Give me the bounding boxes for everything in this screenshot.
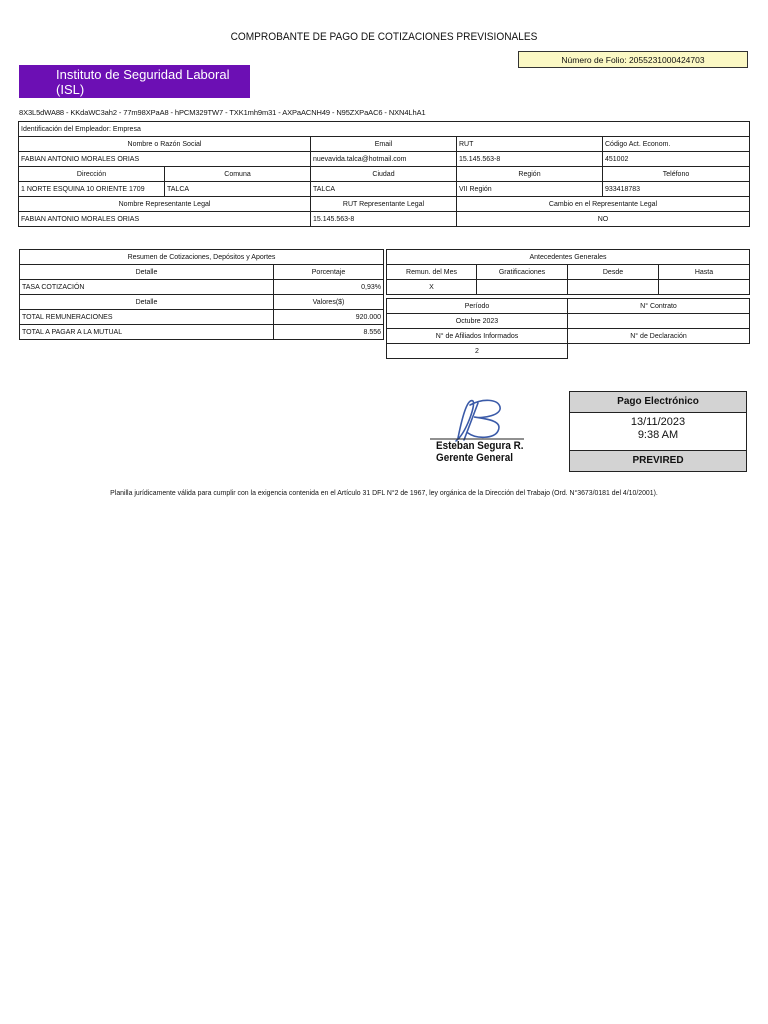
header-region: Región bbox=[457, 167, 603, 182]
value-email: nuevavida.talca@hotmail.com bbox=[311, 152, 457, 167]
remuneration-value: 920.000 bbox=[274, 310, 384, 325]
hasta-cell bbox=[659, 280, 750, 295]
legal-footer-note: Planilla jurídicamente válida para cumplir con la exigencia contenida en el Artículo 31 DFL N°2 de 1967, ley orgánica de la Dirección del Trabajo (Ord. N°3673/0181 del 4/10/2001). bbox=[110, 488, 658, 497]
rate-value: 0,93% bbox=[274, 280, 384, 295]
contract-value bbox=[568, 314, 750, 329]
desde-cell bbox=[568, 280, 659, 295]
value-phone: 933418783 bbox=[603, 182, 750, 197]
value-rep-name: FABIAN ANTONIO MORALES ORIAS bbox=[19, 212, 311, 227]
remuneration-label: TOTAL REMUNERACIONES bbox=[20, 310, 274, 325]
document-title: COMPROBANTE DE PAGO DE COTIZACIONES PREVISIONALES bbox=[230, 31, 538, 43]
summary-detail-header: Detalle bbox=[20, 265, 274, 280]
header-rut: RUT bbox=[457, 137, 603, 152]
value-code: 451002 bbox=[603, 152, 750, 167]
value-rep-rut: 15.145.563-8 bbox=[311, 212, 457, 227]
employer-table bbox=[18, 121, 750, 227]
employer-section-label: Identificación del Empleador: Empresa bbox=[19, 122, 750, 137]
value-comuna: TALCA bbox=[165, 182, 311, 197]
header-address: Dirección bbox=[19, 167, 165, 182]
antecedentes-title: Antecedentes Generales bbox=[387, 250, 750, 265]
verification-codes: 8X3L5dWA88 - KKdaWC3ah2 - 77m98XPaA8 - hPCM329TW7 - TXK1mh9m31 - AXPaACNH49 - N95ZXPaAC6 - NXN4LhA1 bbox=[19, 108, 426, 117]
header-email: Email bbox=[311, 137, 457, 152]
payment-date: 13/11/2023 bbox=[630, 416, 686, 428]
period-label: Período bbox=[387, 299, 568, 314]
payment-provider: PREVIRED bbox=[570, 450, 746, 471]
summary-detail-header-2: Detalle bbox=[20, 295, 274, 310]
summary-table bbox=[19, 249, 384, 340]
header-city: Ciudad bbox=[311, 167, 457, 182]
payment-title: Pago Electrónico bbox=[570, 392, 746, 413]
header-rep-rut: RUT Representante Legal bbox=[311, 197, 457, 212]
antecedentes-table bbox=[386, 249, 750, 359]
summary-percent-header: Porcentaje bbox=[274, 265, 384, 280]
summary-values-header: Valores($) bbox=[274, 295, 384, 310]
value-name: FABIAN ANTONIO MORALES ORIAS bbox=[19, 152, 311, 167]
value-city: TALCA bbox=[311, 182, 457, 197]
value-rut: 15.145.563-8 bbox=[457, 152, 603, 167]
grat-cell bbox=[477, 280, 568, 295]
header-code: Código Act. Econom. bbox=[603, 137, 750, 152]
value-address: 1 NORTE ESQUINA 10 ORIENTE 1709 bbox=[19, 182, 165, 197]
header-phone: Teléfono bbox=[603, 167, 750, 182]
signer-role: Gerente General bbox=[436, 452, 514, 464]
header-comuna: Comuna bbox=[165, 167, 311, 182]
total-pay-label: TOTAL A PAGAR A LA MUTUAL bbox=[20, 325, 274, 340]
header-rep-change: Cambio en el Representante Legal bbox=[457, 197, 750, 212]
payment-time: 9:38 AM bbox=[637, 429, 679, 441]
period-value: Octubre 2023 bbox=[387, 314, 568, 329]
remun-mark: X bbox=[387, 280, 477, 295]
institution-banner: Instituto de Seguridad Laboral (ISL) bbox=[19, 65, 250, 98]
header-name: Nombre o Razón Social bbox=[19, 137, 311, 152]
header-rep-name: Nombre Representante Legal bbox=[19, 197, 311, 212]
payment-box bbox=[569, 391, 747, 472]
col-gratificaciones: Gratificaciones bbox=[477, 265, 568, 280]
signature-block bbox=[436, 440, 523, 464]
declaration-value bbox=[568, 344, 750, 359]
total-pay-value: 8.556 bbox=[274, 325, 384, 340]
col-hasta: Hasta bbox=[659, 265, 750, 280]
contract-label: N° Contrato bbox=[568, 299, 750, 314]
col-desde: Desde bbox=[568, 265, 659, 280]
col-remun: Remun. del Mes bbox=[387, 265, 477, 280]
affiliates-label: N° de Afiliados Informados bbox=[387, 329, 568, 344]
folio-number: Número de Folio: 2055231000424703 bbox=[518, 51, 748, 68]
summary-title: Resumen de Cotizaciones, Depósitos y Aportes bbox=[20, 250, 384, 265]
affiliates-value: 2 bbox=[387, 344, 568, 359]
declaration-label: N° de Declaración bbox=[568, 329, 750, 344]
signer-name: Esteban Segura R. bbox=[436, 440, 524, 452]
value-region: VII Región bbox=[457, 182, 603, 197]
rate-label: TASA COTIZACIÓN bbox=[20, 280, 274, 295]
value-rep-change: NO bbox=[457, 212, 750, 227]
payment-datetime bbox=[570, 413, 746, 450]
